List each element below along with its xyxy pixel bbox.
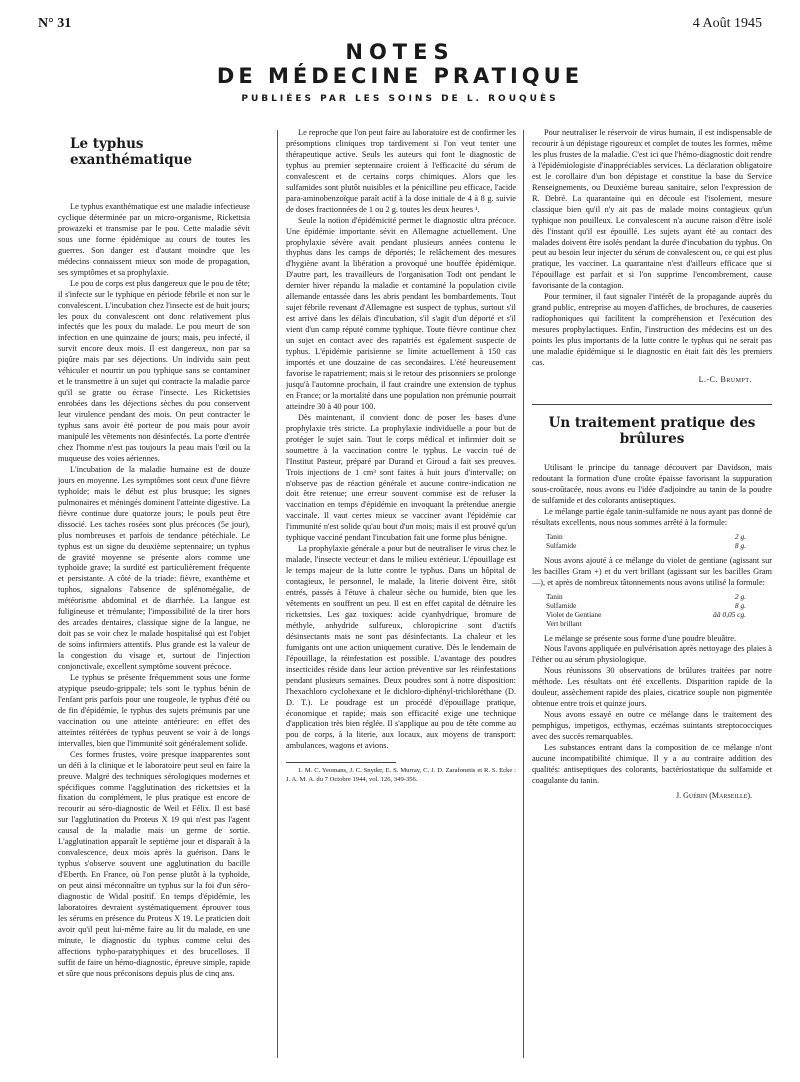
- ingredient-amount: [690, 619, 746, 628]
- paragraph: Le typhus se présente fréquemment sous une forme atypique pseudo-grippale; tels sont le typhus bénin de l'enfant pris parfois pour une rougeole, le typhus d'été ou de fin d'épidémie, le typhus des sujets prémunis par une vaccination ou une atteinte antérieure: en effet des atteintes réitérées de typhus peuvent se voir à de longs intervalles, bien que l'immunité soit généralement solide.: [58, 672, 250, 748]
- author-signature: J. Guérin (Marseille).: [676, 790, 752, 800]
- paragraph: Le mélange se présente sous forme d'une poudre bleuâtre.: [544, 633, 737, 643]
- ingredient-name: Tanin: [546, 591, 563, 601]
- paragraph: Dès maintenant, il convient donc de poser les bases d'une prophylaxie très stricte. La prophylaxie individuelle a pour but de protéger le sujet sain. Tout le corps médical et infirmier doit se soumettre à la vaccination contre le typhus. Le vaccin tué de l'Institut Pasteur, préparé par Durand et Giroud a fait ses preuves. Trois injections de 1 cm³ sont faites à huit jours d'intervalle; on n'observe pas de réaction générale et aucune contre-indication ne doit être retenue; une erreur souvent commise est de refuser la vaccination en temps d'épidémie en invoquant la prétendue anergie vaccinale. Il vaut certes mieux se vacciner avant l'épidémie car l'immunité n'est solide qu'au bout d'un mois; mais il est prouvé qu'un typhique vacciné pendant l'incubation fait une forme plus bénigne.: [286, 412, 516, 543]
- article-title: Le typhus exanthématique: [70, 136, 193, 168]
- formula-row: [546, 541, 746, 550]
- paragraph: Le typhus exanthématique est une maladie infectieuse cyclique déterminée par un micro-organisme, Rickettsia prowazeki et transmise par le pou. Cette maladie sévit sous une forme épidémique au cours de toutes les guerres. Son danger est d'autant moindre que les médecins connaissent mieux son mode de propagation, ses symptômes et sa prophylaxie.: [58, 202, 250, 277]
- paragraph: Seule la notion d'épidémicité permet le diagnostic ultra précoce. Une épidémie importante sévit en Allemagne actuellement. Une prophylaxie sévère avait pendant plusieurs années contenu le thyphus dans les camps de déportés; le relâchement des mesures d'hygiène avant la libération a provoqué une bouffée épidémique. D'autre part, les travailleurs de l'organisation Todt ont pendant le dernier hiver répandu la maladie et contaminé la population civile allemande entassée dans les abris pendant les bombardements. Tout sujet fébrile revenant d'Allemagne est suspect de typhus, surtout s'il est arrivé dans les délais d'incubation, s'il s'agit d'un déporté et s'il vient d'un camp réputé comme typhique. Toute fièvre continue chez un sujet en contact avec des rapatriés est également suspecte de typhus. L'épidémie parisienne se limite actuellement à 150 cas importés et une douzaine de cas secondaires. L'été heureusement favorise le rapatriement; mais si le retour des prisonniers se prolonge jusqu'à l'automne prochain, il faut craindre une extension de typhus en France; or la mortalité dans une population non prémunie pourrait atteindre 30 à 40 pour 100.: [286, 215, 516, 411]
- ingredient-name: Sulfamide: [546, 600, 577, 610]
- paragraph: La prophylaxie générale a pour but de neutraliser le virus chez le malade, l'insecte vecteur et dans le milieu extérieur. L'épouillage est le temps majeur de la lutte contre le typhus. Dans un hôpital de contagieux, le personnel, le malade, la literie doivent être, sitôt entrés, passés à l'étuve à chaleur sèche ou humide, bien que les vêtements en souffrent un peu. Il est en effet capital de détruire les rickettsies. Les gaz toxiques: acide cyanhydrique, bromure de méthyle, anhydride sulfureux, chloropicrine sont d'actifs désinsectants mais ne sont pas désinfectants. La chaleur et les fumigants ont une action uniquement curative. Dès le lendemain de l'épouillage, la réinfestation est possible. L'avantage des poudres insecticides réside dans leur action préventive sur les réinfestations pendant plusieurs semaines. Deux poudres sont à notre disposition: l'hexachloro cyclohexane et le dichloro-diphényl-trichloréthane (D. D. T.). Le poudrage est un procédé d'épouillage pratique, économique et rapide; mais son efficacité exige une technique d'application très bien réglée. Il s'applique au pou de tête comme au pou de corps, à la literie, aux locaux, aux moyens de transport: ambulances, wagons et avions.: [286, 544, 516, 751]
- paragraph: Le mélange partie égale tanin-sulfamide ne nous ayant pas donné de résultats excellents, nous nous sommes arrêté à la formule:: [532, 506, 772, 527]
- paragraph: Pour neutraliser le réservoir de virus humain, il est indispensable de recourir à un dépistage rigoureux et complet de toutes les formes, même les plus frustes de la maladie. C'est ici que l'hémo-diagnostic doit rendre à l'épidémiologiste d'inappréciables services. La déclaration obligatoire est le corollaire d'un bon dépistage et constitue la base du Service Renseignements, ou Deuxième bureau sanitaire, selon l'expression de R. Debré. La quarantaine qui en découle est l'isolement, mesure classique bien qu'il n'y ait pas de malade moins contagieux qu'un typhique non pouilleux. Le convalescent n'a aucune raison d'être isolé dès l'instant qu'il est épouillé. Les sujets ayant été au contact des malades doivent être isolés pendant la durée d'incubation du typhus. On peut au besoin leur injecter du sérum de convalescent ou, ce qui est plus pratique, les vacciner. La quarantaine n'est d'ailleurs efficace que si l'épouillage est parfait et si l'on supprime l'encombrement, cause favorisante de la contagion.: [532, 128, 772, 291]
- ingredient-amount: ââ 0,05 cg.: [713, 609, 746, 619]
- formula-row: [546, 601, 746, 610]
- formula-row: [546, 610, 746, 619]
- ingredient-amount: 2 g.: [734, 591, 746, 601]
- column-divider: [523, 130, 524, 1058]
- formula-2: [546, 592, 746, 628]
- ingredient-name: Violet de Gentiane: [546, 609, 602, 619]
- journal-subtitle: PUBLIÉES PAR LES SOINS DE L. ROUQUÈS: [241, 94, 559, 104]
- paragraph: Nous avons ajouté à ce mélange du violet de gentiane (agissant sur les bacilles Gram +) et du vert brillant (agissant sur les bacilles Gram —), et après de nombreux tâtonnements nous avons utilisé la formule:: [532, 555, 772, 587]
- author-signature: L.-C. Brumpt.: [698, 374, 752, 384]
- paragraph: Le pou de corps est plus dangereux que le pou de tête; il s'infecte sur le typhique en période fébrile et non sur le convalescent. L'incubation chez l'insecte est de huit jours; les poux du convalescent ont donc relativement plus infectés que les poux du malade. Le pou meurt de son infection en une quinzaine de jours; mais, peu infecté, il survit encore deux mois. Il est dangereux, non par sa piqûre mais par ses déjections. Un individu sain peut véhiculer et nourrir un pou typhique sans se contaminer et le transmettre à un sujet qui contracte la maladie parce qu'il se gratte ou écrase l'insecte. Les Rickettsies enrobées dans les déjections sèches du pou conservent leur virulence pendant des mois. On peut contracter le typhus sans avoir été porteur de pou mais pour avoir manipulé les vêtements non désinfectés. La porte d'entrée chez l'homme n'est pas toujours la peau mais l'œil ou la muqueuse des voies aériennes.: [58, 278, 250, 463]
- issue-number: N° 31: [38, 16, 72, 31]
- footnote: 1. M. C. Yeomans, J. C. Snyder, E. S. Murray, C. J. D. Zarafonetis et R. S. Ecke : J. A. M. A. du 7 Octobre 1944, vol. 126, 349-356.: [286, 767, 516, 783]
- formula-row: [546, 532, 746, 541]
- paragraph: Nous avons essayé en outre ce mélange dans le traitement des pemphigus, impetigos, ecthymas, eczémas suintants streptococciques avec des succès remarquables.: [532, 710, 772, 742]
- paragraph: Nous l'avons appliquée en pulvérisation après nettoyage des plaies à l'éther ou au sérum physiologique.: [532, 644, 772, 665]
- ingredient-amount: 8 g.: [734, 540, 746, 550]
- formula-row: [546, 619, 746, 628]
- column-1: [58, 128, 250, 1070]
- column-divider: [277, 130, 278, 1058]
- ingredient-amount: 8 g.: [734, 600, 746, 610]
- formula-row: [546, 592, 746, 601]
- article-separator: [532, 404, 772, 405]
- paragraph: Utilisant le principe du tannage découvert par Davidson, mais redoutant la formation d'une croûte épaisse favorisant la suppuration sous-croûtacée, nous avons eu l'idée d'adjoindre au tanin de la poudre de sulfamide et des colorants antiseptiques.: [532, 462, 772, 505]
- column-2: [286, 128, 516, 1070]
- journal-title-line2: DE MÉDECINE PRATIQUE: [216, 64, 584, 88]
- journal-title: NOTES: [345, 40, 455, 64]
- paragraph: Le reproche que l'on peut faire au laboratoire est de confirmer les présomptions cliniques trop tardivement si l'on veut tenter une thérapeutique active. Seuls les auteurs qui font le diagnostic de typhus au premier septennaire croient à l'efficacité du sérum de convalescent et de certains corps chimiques. Alors que les sulfamides sont plutôt nuisibles et la pénicilline peu efficace, l'acide para-aminobenzoïque paraît actif à la dose initiale de 4 à 8 g. suivie de doses fractionnées de 1 ou 2 g. toutes les deux heures ¹.: [286, 128, 516, 214]
- paragraph: Nous réunissons 30 observations de brûlures traitées par notre méthode. Les résultats ont été excellents. Disparition rapide de la douleur, assèchement rapide des plaies, cicatrice souple non pigmentée obtenue entre trois et quinze jours.: [532, 666, 772, 709]
- ingredient-name: Sulfamide: [546, 540, 577, 550]
- paragraph: Pour terminer, il faut signaler l'intérêt de la propagande auprès du grand public, entreprise au moyen d'affiches, de brochures, de causeries radiophoniques qui facilitent la compréhension et l'exécution des mesures prophylactiques. Enfin, l'instruction des médecins est un des points les plus importants de la lutte contre le typhus qui ne serait pas une maladie épidémique si le diagnostic en était fait dès les premiers cas.: [532, 292, 772, 368]
- ingredient-name: Tanin: [546, 531, 563, 541]
- column-3: [532, 128, 772, 1070]
- ingredient-amount: 2 g.: [734, 531, 746, 541]
- page-header: [38, 16, 762, 34]
- formula-1: [546, 532, 746, 550]
- issue-date: 4 Août 1945: [692, 16, 762, 31]
- footnote-rule: [286, 762, 396, 763]
- ingredient-name: Vert brillant: [546, 618, 582, 628]
- paragraph: L'incubation de la maladie humaine est de douze jours en moyenne. Les symptômes sont ceux d'une fièvre typhoïde; mais le début est plus brusque; les signes pulmonaires et méningés dominent l'atteinte digestive. La fièvre continue dure quatorze jours; le pouls peut être dissocié. Les taches rosées sont plus précoces (5e jour), plus nombreuses et parfois de tendance pétéchiale. Le typhus est un signe du deuxième septennaire; un typhus de gravité moyenne se présente alors comme une typhoïde grave; la surdité est particulièrement fréquente et persistante. A côté de la triade: fièvre, exanthème et tuphos, signalons l'absence de splénomégalie, de météorisme abdominal et de diarrhée. La langue est fuligineuse et trémulante; l'impossibilité de la tirer hors des arcades dentaires, classique signe de la langue, ne doit pas se voir chez le malade hospitalisé qui est l'objet de soins infirmiers attentifs. Plus grande est la valeur de la congestion du visage et, surtout de l'injection conjonctivale, excellent symptôme souvent précoce.: [58, 464, 250, 672]
- paragraph: Ces formes frustes, voire presque inapparentes sont un défi à la clinique et le laboratoire peut seul en faire la preuve. Malgré des techniques sérologiques modernes et spécifiques comme l'agglutination des rickettsies et la fixation du complément, le plus pratique est encore de recourir au séro-diagnostic de Weil et Félix. Il est basé sur l'agglutination du Proteus X 19 qui n'est pas l'agent causal de la maladie mais un germe de sortie. L'agglutination apparaît le septième jour et disparaît à la convalescence, deux mois après la guérison. Dans le typhus s'observe souvent une agglutination du bacille d'Eberth. En France, où l'on pense plutôt à la typhoïde, on peut ainsi méconnaître un typhus sur la foi d'un séro-diagnostic de Widal positif. En temps d'épidémie, les laboratoires devraient systématiquement éprouver tous les sérums en présence du Proteus X 19. Le praticien doit avoir qu'il peut lui-même faire au lit du malade, en une minute, le diagnostic du typhus comme celui des affections typho-paratyphiques et des brucelloses. Il suffit de faire un hémo-diagnostic, épreuve simple, rapide et sûre que nous préconisons depuis plus de cinq ans.: [58, 749, 250, 978]
- article-title: Un traitement pratique des brûlures: [548, 414, 756, 447]
- paragraph: Les substances entrant dans la composition de ce mélange n'ont aucune incompatibilité chimique. Il y a au contraire addition des qualités: antiseptiques des colorants, bactériostatique du sulfamide et coagulante du tanin.: [532, 743, 772, 785]
